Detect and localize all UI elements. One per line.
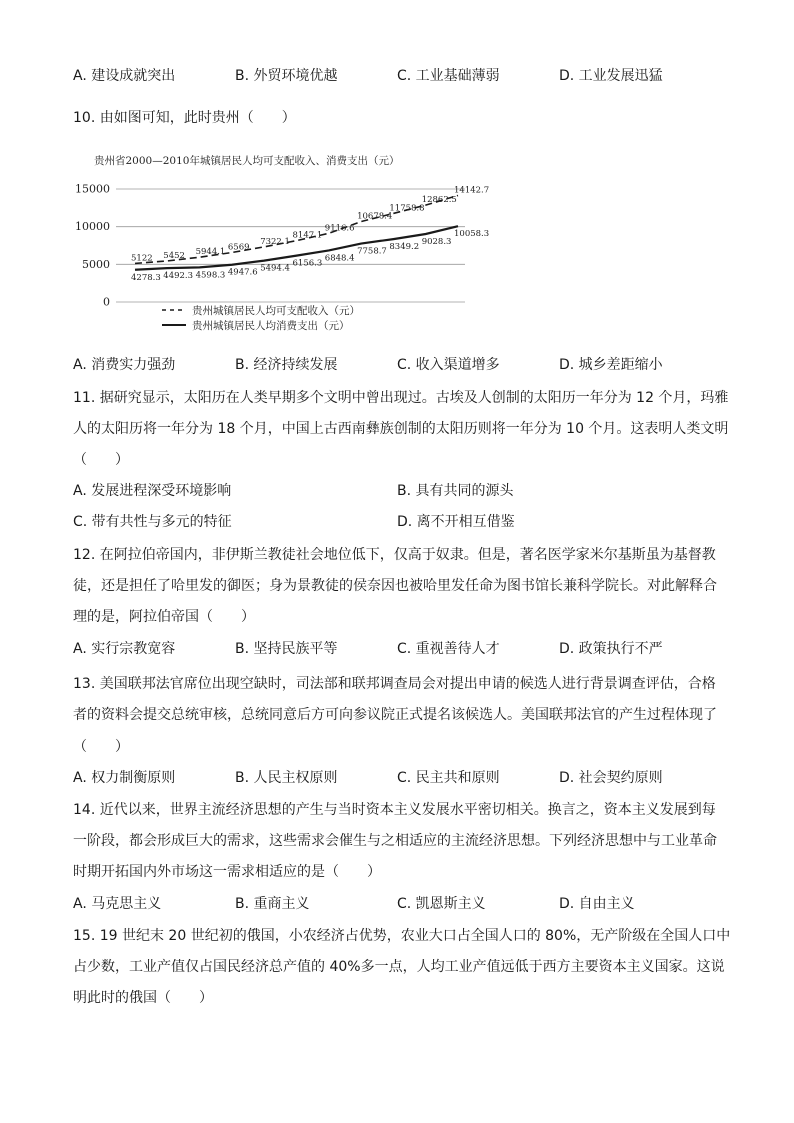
q12-stem-line2: 徒，还是担任了哈里发的御医；身为景教徒的侯奈因也被哈里发任命为图书馆长兼科学院长。对此解释合 xyxy=(73,578,717,594)
q10-option-d: D. 城乡差距缩小 xyxy=(559,357,663,373)
income-data-label: 14142.7 xyxy=(454,185,490,196)
q15-stem-line1: 15. 19 世纪末 20 世纪初的俄国，小农经济占优势，农业大口占全国人口的 80%，无产阶级在全国人口中 xyxy=(73,928,731,944)
consumption-data-label: 5494.4 xyxy=(260,263,290,274)
q13-stem-line1: 13. 美国联邦法官席位出现空缺时，司法部和联邦调查局会对提出申请的候选人进行背景调查评估，合格 xyxy=(73,676,716,692)
consumption-data-label: 8349.2 xyxy=(389,242,420,253)
q11-option-b: B. 具有共同的源头 xyxy=(397,483,514,499)
income-consumption-chart xyxy=(75,150,490,340)
y-tick-label: 10000 xyxy=(75,220,110,234)
q14-option-d: D. 自由主义 xyxy=(559,896,635,912)
consumption-data-label: 9028.3 xyxy=(421,236,452,247)
consumption-data-label: 4278.3 xyxy=(131,272,161,283)
q14-stem-line1: 14. 近代以来，世界主流经济思想的产生与当时资本主义发展水平密切相关。换言之，资本主义发展到每 xyxy=(73,802,716,818)
income-data-label: 12862.5 xyxy=(421,195,457,206)
y-tick-label: 5000 xyxy=(82,257,110,271)
income-data-label: 5944.1 xyxy=(195,247,226,258)
q11-stem-line1: 11. 据研究显示，太阳历在人类早期多个文明中曾出现过。古埃及人创制的太阳历一年分为 12 个月，玛雅 xyxy=(73,390,729,406)
y-tick-label: 0 xyxy=(103,295,110,309)
q9-option-b: B. 外贸环境优越 xyxy=(235,68,338,84)
q10-option-b: B. 经济持续发展 xyxy=(235,357,338,373)
q10-option-a: A. 消费实力强劲 xyxy=(73,357,176,373)
chart-title: 贵州省2000—2010年城镇居民人均可支配收入、消费支出（元） xyxy=(94,155,400,167)
income-data-label: 10678.4 xyxy=(357,211,393,222)
q12-option-d: D. 政策执行不严 xyxy=(559,641,663,657)
q13-option-a: A. 权力制衡原则 xyxy=(73,770,176,786)
q13-option-c: C. 民主共和原则 xyxy=(397,770,500,786)
q13-option-b: B. 人民主权原则 xyxy=(235,770,338,786)
q13-stem-line2: 者的资料会提交总统审核，总统同意后方可向参议院正式提名该候选人。美国联邦法官的产生过程体现了 xyxy=(73,707,717,723)
q9-option-c: C. 工业基础薄弱 xyxy=(397,68,500,84)
consumption-data-label: 4598.3 xyxy=(195,270,226,281)
q11-stem-line2: 人的太阳历将一年分为 18 个月，中国上古西南彝族创制的太阳历则将一年分为 10 个月。这表明人类文明 xyxy=(73,421,729,437)
income-data-label: 8147.1 xyxy=(292,230,323,241)
consumption-data-label: 6156.3 xyxy=(292,258,323,269)
income-data-label: 9116.6 xyxy=(324,223,355,234)
q10-option-c: C. 收入渠道增多 xyxy=(397,357,500,373)
q14-stem-line2: 一阶段，都会形成巨大的需求，这些需求会催生与之相适应的主流经济思想。下列经济思想中与工业革命 xyxy=(73,833,717,849)
q11-option-c: C. 带有共性与多元的特征 xyxy=(73,514,232,530)
consumption-data-label: 7758.7 xyxy=(357,246,387,257)
income-data-label: 6569 xyxy=(227,242,250,253)
q14-option-a: A. 马克思主义 xyxy=(73,896,162,912)
income-data-label: 5122 xyxy=(131,253,153,264)
q13-option-d: D. 社会契约原则 xyxy=(559,770,663,786)
q12-option-a: A. 实行宗教宽容 xyxy=(73,641,176,657)
q10-stem: 10. 由如图可知，此时贵州（ ） xyxy=(73,110,296,126)
income-legend-label: 贵州城镇居民人均可支配收入（元） xyxy=(192,305,360,317)
q9-option-a: A. 建设成就突出 xyxy=(73,68,176,84)
consumption-legend-label: 贵州城镇居民人均消费支出（元） xyxy=(192,320,350,332)
q11-option-a: A. 发展进程深受环境影响 xyxy=(73,483,232,499)
q13-stem-line3: （ ） xyxy=(73,739,129,755)
q11-stem-line3: （ ） xyxy=(73,452,129,468)
consumption-data-label: 10058.3 xyxy=(454,229,490,240)
q11-option-d: D. 离不开相互借鉴 xyxy=(397,514,515,530)
q15-stem-line2: 占少数，工业产值仅占国民经济总产值的 40%多一点，人均工业产值远低于西方主要资本主义国家。这说 xyxy=(73,959,725,975)
q12-stem-line1: 12. 在阿拉伯帝国内，非伊斯兰教徒社会地位低下，仅高于奴隶。但是，著名医学家米尔基斯虽为基督教 xyxy=(73,547,716,563)
q12-option-b: B. 坚持民族平等 xyxy=(235,641,338,657)
income-data-label: 11758.8 xyxy=(389,203,425,214)
q14-option-c: C. 凯恩斯主义 xyxy=(397,896,486,912)
q14-stem-line3: 时期开拓国内外市场这一需求相适应的是（ ） xyxy=(73,864,381,880)
q12-option-c: C. 重视善待人才 xyxy=(397,641,500,657)
consumption-data-label: 6848.4 xyxy=(324,253,355,264)
q12-stem-line3: 理的是，阿拉伯帝国（ ） xyxy=(73,609,255,625)
consumption-data-label: 4492.3 xyxy=(163,271,194,282)
consumption-data-label: 4947.6 xyxy=(227,267,258,278)
q9-option-d: D. 工业发展迅猛 xyxy=(559,68,663,84)
income-data-label: 5452 xyxy=(163,250,185,261)
income-data-label: 7322.1 xyxy=(260,236,290,247)
q15-stem-line3: 明此时的俄国（ ） xyxy=(73,990,213,1006)
y-tick-label: 15000 xyxy=(75,182,110,196)
q14-option-b: B. 重商主义 xyxy=(235,896,310,912)
